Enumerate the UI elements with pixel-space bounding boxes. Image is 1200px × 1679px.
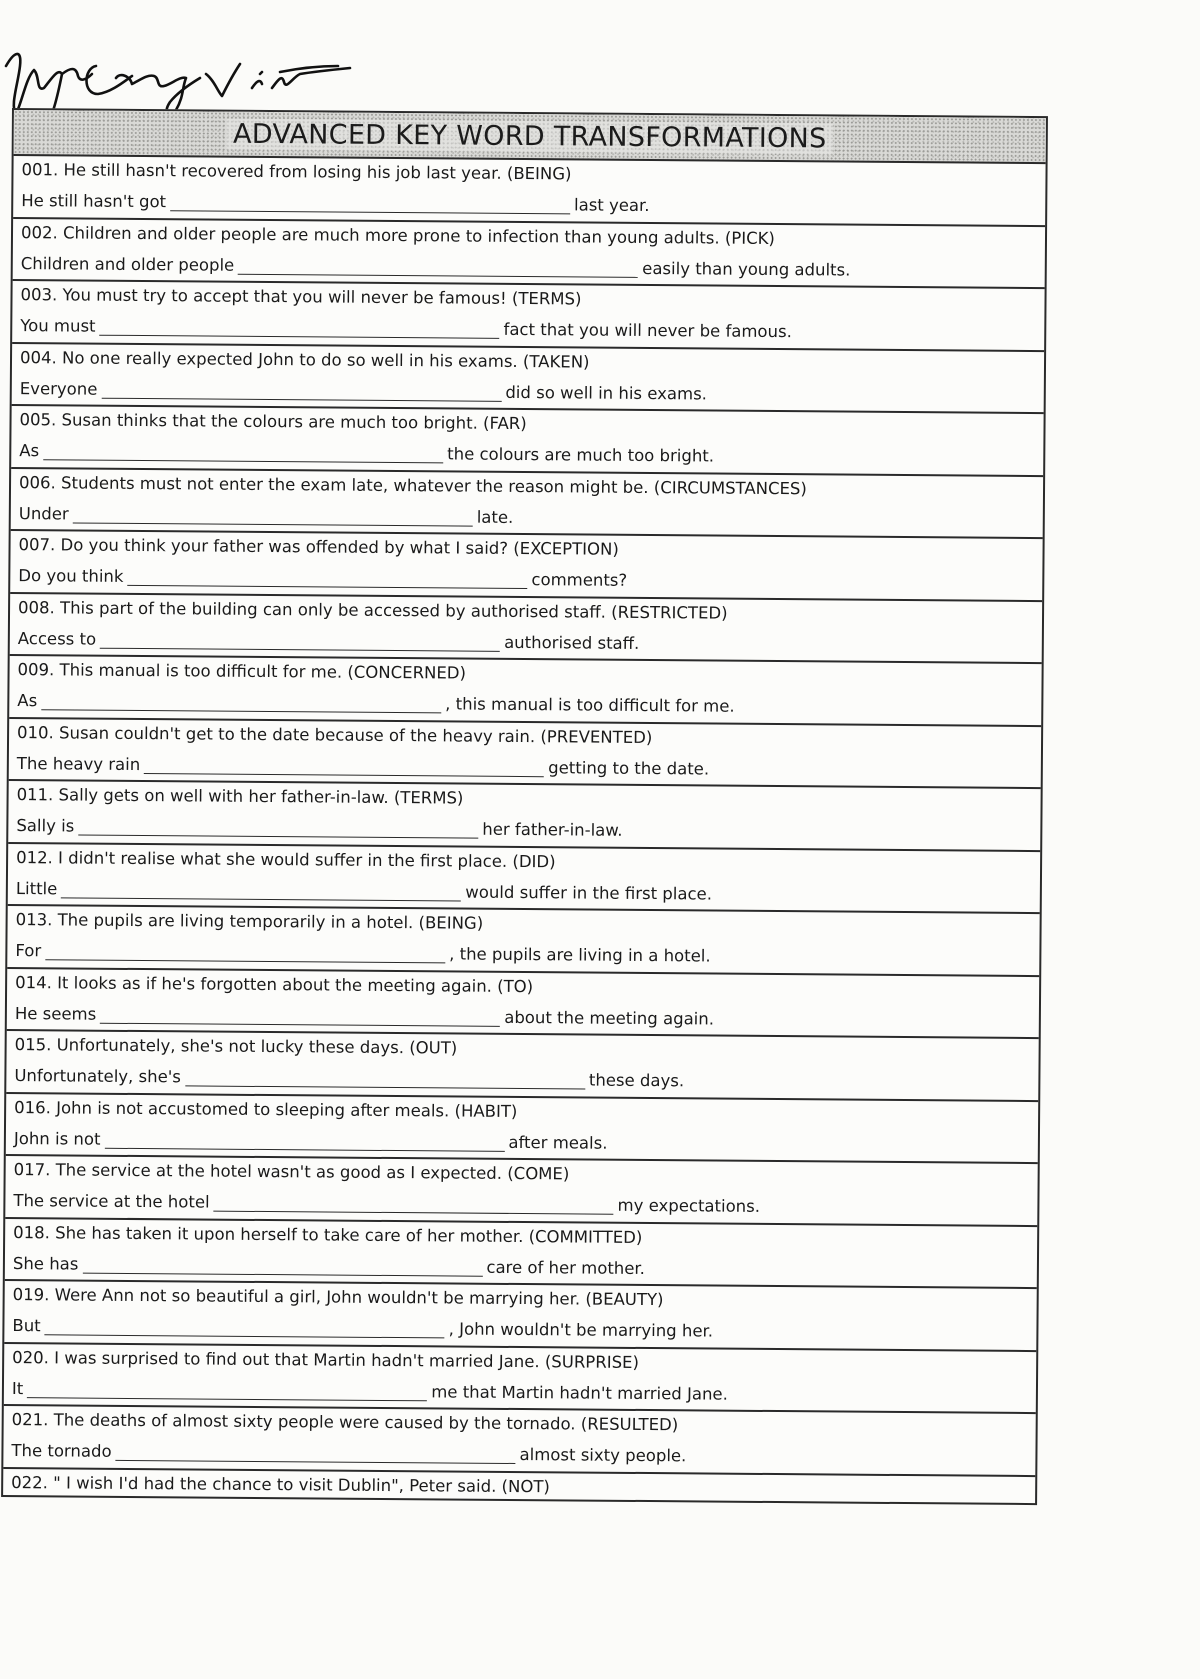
answer-line: [16, 879, 712, 903]
answer-start: He still hasn't got: [21, 191, 167, 212]
answer-end: comments?: [531, 570, 628, 590]
exercise-item: [11, 406, 1043, 477]
answer-blank[interactable]: [238, 255, 638, 277]
question-text: 008. This part of the building can only be accessed by authorised staff. (RESTRICTED): [18, 597, 728, 623]
exercise-item: [5, 1218, 1037, 1289]
answer-start: But: [12, 1316, 41, 1336]
answer-start: He seems: [14, 1003, 97, 1024]
answer-start: Do you think: [18, 566, 124, 586]
answer-line: [12, 1316, 713, 1341]
answer-end: fact that you will never be famous.: [503, 319, 792, 342]
answer-line: [20, 316, 792, 341]
exercise-item: [13, 156, 1045, 227]
answer-line: [14, 1066, 684, 1090]
answer-line: [18, 566, 627, 590]
answer-end: late.: [476, 507, 514, 527]
answer-end: me that Martin hadn't married Jane.: [431, 1381, 728, 1404]
answer-line: [17, 691, 734, 716]
answer-blank[interactable]: [27, 1379, 427, 1401]
answer-end: easily than young adults.: [642, 258, 851, 280]
answer-line: [13, 1191, 760, 1216]
answer-blank[interactable]: [61, 879, 461, 901]
answer-line: [20, 379, 707, 403]
answer-line: [13, 1254, 645, 1278]
item-list: [3, 156, 1045, 1503]
question-text: 007. Do you think your father was offended by what I said? (EXCEPTION): [18, 535, 619, 559]
answer-blank[interactable]: [45, 941, 445, 963]
answer-line: [19, 504, 514, 527]
answer-start: She has: [12, 1253, 79, 1274]
answer-end: about the meeting again.: [504, 1007, 715, 1029]
question-text: 004. No one really expected John to do so well in his exams. (TAKEN): [19, 347, 590, 372]
exercise-item: [8, 843, 1040, 914]
question-text: 020. I was surprised to find out that Martin hadn't married Jane. (SURPRISE): [12, 1347, 640, 1372]
answer-start: Under: [18, 503, 69, 523]
answer-blank[interactable]: [100, 1004, 500, 1026]
answer-end: , this manual is too difficult for me.: [445, 694, 735, 716]
answer-blank[interactable]: [127, 567, 527, 589]
exercise-item: [3, 1406, 1035, 1477]
answer-blank[interactable]: [41, 691, 441, 713]
answer-blank[interactable]: [100, 629, 500, 651]
exercise-item: [10, 531, 1042, 602]
answer-blank[interactable]: [82, 1254, 482, 1276]
answer-line: [17, 754, 709, 778]
question-text: 014. It looks as if he's forgotten about the meeting again. (TO): [15, 972, 534, 996]
answer-start: The heavy rain: [16, 753, 141, 774]
question-text: 015. Unfortunately, she's not lucky these days. (OUT): [14, 1035, 458, 1058]
answer-end: authorised staff.: [504, 632, 640, 653]
answer-start: Sally is: [16, 816, 75, 836]
answer-line: [15, 941, 710, 965]
answer-blank[interactable]: [99, 317, 499, 339]
answer-blank[interactable]: [45, 1316, 445, 1338]
answer-blank[interactable]: [101, 379, 501, 401]
answer-blank[interactable]: [43, 441, 443, 463]
answer-end: these days.: [588, 1070, 685, 1091]
exercise-item: [11, 469, 1043, 540]
question-text: 006. Students must not enter the exam late, whatever the reason might be. (CIRCUMSTANCES): [18, 472, 807, 498]
answer-line: [19, 441, 714, 465]
answer-end: last year.: [573, 195, 650, 216]
answer-start: As: [17, 691, 38, 711]
question-text: 010. Susan couldn't get to the date because of the heavy rain. (PREVENTED): [17, 722, 653, 747]
answer-end: after meals.: [508, 1132, 608, 1153]
exercise-item: [8, 781, 1040, 852]
answer-end: , John wouldn't be marrying her.: [448, 1319, 714, 1341]
exercise-item: [12, 344, 1044, 415]
exercise-item: [6, 1031, 1038, 1102]
answer-start: Access to: [17, 628, 97, 649]
answer-start: You must: [20, 316, 96, 336]
answer-blank[interactable]: [116, 1442, 516, 1464]
answer-blank[interactable]: [73, 504, 473, 526]
answer-end: , the pupils are living in a hotel.: [449, 944, 711, 966]
exercise-item: [7, 906, 1039, 977]
answer-line: [21, 191, 649, 215]
exercise-item: [4, 1343, 1036, 1414]
answer-line: [21, 254, 851, 280]
answer-start: The service at the hotel: [13, 1191, 210, 1212]
answer-start: For: [15, 941, 42, 961]
worksheet-title: ADVANCED KEY WORD TRANSFORMATIONS: [227, 118, 833, 154]
answer-blank[interactable]: [104, 1129, 504, 1151]
answer-blank[interactable]: [170, 192, 570, 214]
answer-end: my expectations.: [617, 1195, 761, 1216]
answer-end: did so well in his exams.: [505, 382, 708, 403]
answer-end: getting to the date.: [548, 757, 710, 778]
question-text: 022. " I wish I'd had the chance to visit Dublin", Peter said. (NOT): [11, 1472, 550, 1496]
question-text: 017. The service at the hotel wasn't as good as I expected. (COME): [13, 1160, 570, 1184]
answer-line: [16, 816, 622, 840]
answer-start: Children and older people: [20, 253, 235, 275]
answer-line: [11, 1441, 686, 1465]
worksheet: [1, 108, 1048, 1505]
exercise-item: [9, 656, 1041, 727]
question-text: 018. She has taken it upon herself to take care of her mother. (COMMITTED): [13, 1222, 643, 1247]
question-text: 009. This manual is too difficult for me. (CONCERNED): [17, 660, 467, 683]
exercise-item: [10, 594, 1042, 665]
question-text: 003. You must try to accept that you will never be famous! (TERMS): [20, 285, 582, 309]
answer-line: [18, 629, 640, 653]
answer-blank[interactable]: [78, 817, 478, 839]
answer-blank[interactable]: [144, 755, 544, 777]
question-text: 013. The pupils are living temporarily in a hotel. (BEING): [15, 910, 484, 933]
question-text: 019. Were Ann not so beautiful a girl, John wouldn't be marrying her. (BEAUTY): [12, 1285, 664, 1310]
exercise-item: [7, 968, 1039, 1039]
exercise-item: [9, 718, 1041, 789]
answer-line: [14, 1129, 608, 1153]
answer-start: It: [11, 1378, 24, 1398]
answer-start: As: [19, 441, 40, 461]
question-text: 002. Children and older people are much more prone to infection than young adults. (PICK): [20, 222, 775, 248]
answer-end: care of her mother.: [486, 1257, 646, 1278]
question-text: 001. He still hasn't recovered from losing his job last year. (BEING): [21, 160, 572, 184]
answer-start: The tornado: [11, 1441, 112, 1461]
title-bar: [14, 110, 1046, 164]
question-text: 011. Sally gets on well with her father-in-law. (TERMS): [16, 785, 464, 808]
answer-start: Unfortunately, she's: [14, 1066, 181, 1087]
answer-blank[interactable]: [214, 1193, 614, 1215]
answer-line: [12, 1379, 728, 1404]
exercise-item: [5, 1156, 1037, 1227]
answer-end: would suffer in the first place.: [465, 882, 713, 904]
question-text: 012. I didn't realise what she would suffer in the first place. (DID): [16, 847, 556, 871]
answer-start: Everyone: [19, 378, 98, 399]
exercise-item: [4, 1281, 1036, 1352]
exercise-item: [13, 219, 1045, 290]
exercise-item: [6, 1093, 1038, 1164]
answer-start: John is not: [13, 1128, 101, 1149]
question-text: 021. The deaths of almost sixty people were caused by the tornado. (RESULTED): [11, 1410, 679, 1435]
answer-blank[interactable]: [185, 1067, 585, 1089]
answer-line: [15, 1004, 714, 1028]
question-text: 016. John is not accustomed to sleeping after meals. (HABIT): [14, 1097, 518, 1121]
answer-start: Little: [15, 878, 58, 898]
answer-end: the colours are much too bright.: [447, 444, 715, 466]
answer-end: her father-in-law.: [482, 819, 623, 840]
answer-end: almost sixty people.: [519, 1445, 687, 1466]
question-text: 005. Susan thinks that the colours are much too bright. (FAR): [19, 410, 527, 434]
exercise-item: [12, 281, 1044, 352]
